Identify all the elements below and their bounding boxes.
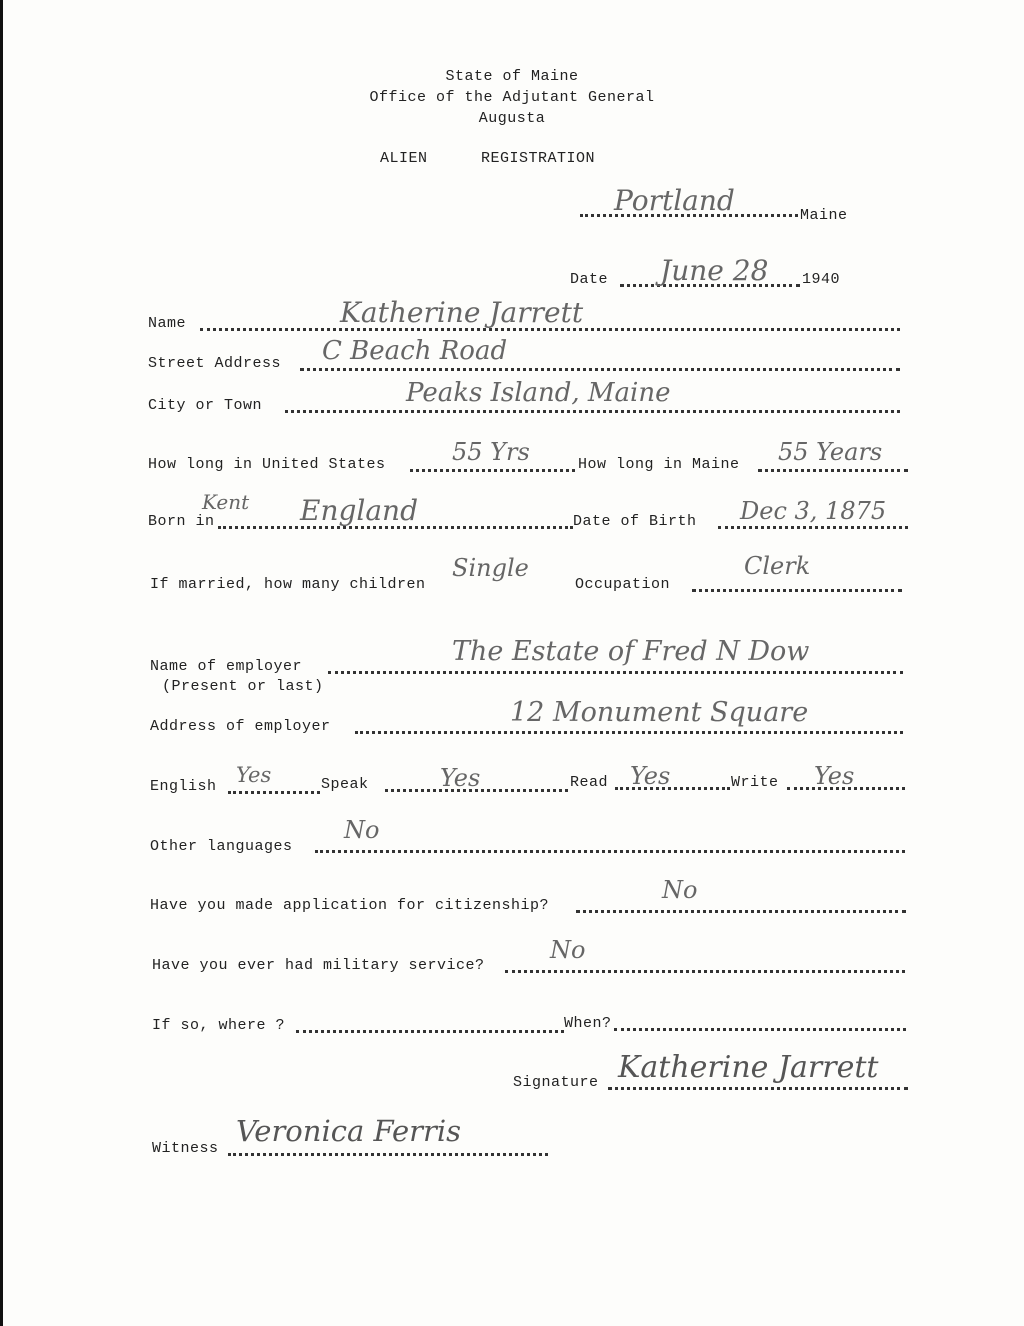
when-label: When? (564, 1015, 612, 1032)
how-long-us-value: 55 Yrs (452, 438, 530, 466)
english-line (228, 791, 320, 794)
title-alien: ALIEN (380, 150, 428, 167)
other-languages-label: Other languages (150, 838, 293, 855)
signature-value: Katherine Jarrett (618, 1050, 879, 1085)
employer-note: (Present or last) (162, 678, 324, 695)
children-value: Single (452, 554, 529, 582)
date-value: June 28 (660, 254, 769, 287)
city-line (285, 410, 900, 413)
header-office: Office of the Adjutant General (369, 89, 655, 106)
date-label: Date (570, 271, 609, 288)
citizenship-label: Have you made application for citizenship? (150, 897, 550, 914)
street-label: Street Address (148, 355, 282, 372)
how-long-us-line (410, 469, 575, 472)
date-year: 1940 (802, 271, 841, 288)
employer-address-value: 12 Monument Square (510, 697, 809, 728)
other-languages-line (315, 850, 905, 853)
street-line (300, 368, 900, 371)
witness-line (228, 1153, 548, 1156)
read-label: Read (570, 774, 609, 791)
city-label: City or Town (148, 397, 263, 414)
write-value: Yes (814, 762, 855, 790)
other-languages-value: No (344, 816, 380, 844)
employer-address-label: Address of employer (150, 718, 331, 735)
when-line (614, 1028, 906, 1031)
employer-label: Name of employer (150, 658, 303, 675)
how-long-maine-value: 55 Years (778, 438, 883, 466)
write-label: Write (731, 774, 779, 791)
how-long-us-label: How long in United States (148, 456, 386, 473)
signature-label: Signature (513, 1074, 599, 1091)
if-so-where-label: If so, where ? (152, 1017, 286, 1034)
citizenship-value: No (662, 876, 698, 904)
occupation-line (692, 589, 902, 592)
born-in-label: Born in (148, 513, 215, 530)
dob-label: Date of Birth (573, 513, 697, 530)
witness-label: Witness (152, 1140, 219, 1157)
where-line (296, 1030, 564, 1033)
dob-value: Dec 3, 1875 (740, 497, 887, 525)
signature-line (608, 1087, 908, 1090)
street-value: C Beach Road (322, 336, 508, 366)
speak-value: Yes (440, 764, 481, 792)
header-state: State of Maine (445, 68, 579, 85)
place-suffix: Maine (800, 207, 848, 224)
employer-address-line (355, 731, 903, 734)
english-value: Yes (236, 763, 272, 787)
name-label: Name (148, 315, 187, 332)
scan-edge (0, 0, 3, 1326)
read-value: Yes (630, 762, 671, 790)
header-city: Augusta (478, 110, 546, 127)
married-label: If married, how many children (150, 576, 426, 593)
english-label: English (150, 778, 217, 795)
title-registration: REGISTRATION (481, 150, 596, 167)
employer-value: The Estate of Fred N Dow (452, 636, 810, 667)
born-county-value: Kent (202, 490, 250, 514)
city-value: Peaks Island, Maine (406, 378, 671, 408)
name-value: Katherine Jarrett (340, 296, 584, 329)
military-label: Have you ever had military service? (152, 957, 485, 974)
military-line (505, 970, 905, 973)
witness-value: Veronica Ferris (236, 1114, 462, 1148)
occupation-label: Occupation (575, 576, 671, 593)
how-long-maine-line (758, 469, 908, 472)
speak-label: Speak (321, 776, 369, 793)
citizenship-line (576, 910, 906, 913)
how-long-maine-label: How long in Maine (578, 456, 740, 473)
employer-line (328, 671, 903, 674)
place-value: Portland (614, 184, 735, 217)
military-value: No (550, 936, 586, 964)
occupation-value: Clerk (744, 552, 811, 580)
born-in-value: England (300, 494, 419, 527)
dob-line (718, 526, 908, 529)
